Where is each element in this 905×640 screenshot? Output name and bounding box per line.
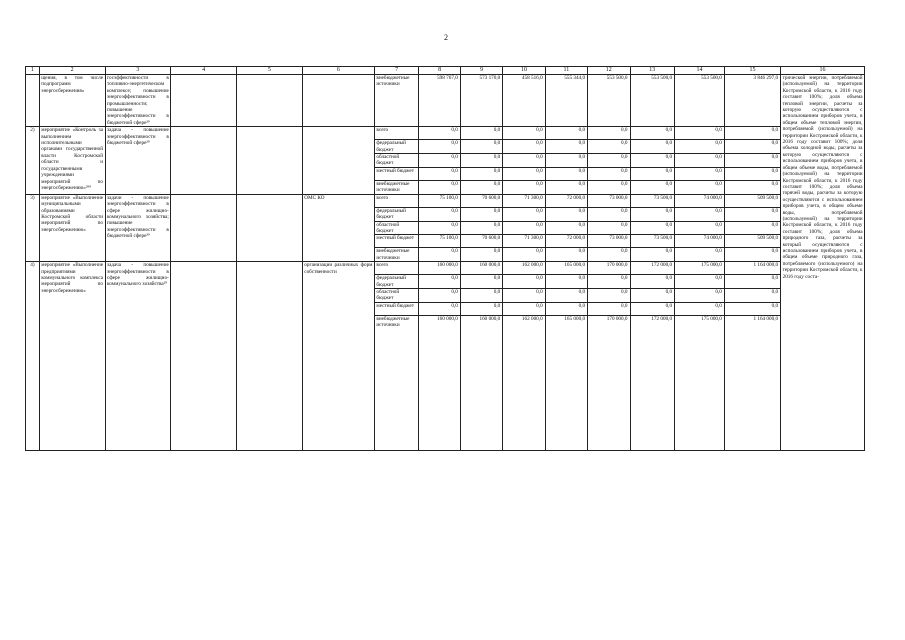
value-cell: 165 000,0 <box>545 262 587 275</box>
value-cell: 0,0 <box>503 302 545 315</box>
value-cell: 0,0 <box>460 248 502 262</box>
value-cell: 0,0 <box>588 167 630 180</box>
measure-name-cell: мероприятие «Контроль за выполнением исполнительными органами государственной власти Костромской области и государственными учреждениями мероприятий по энергосбережению»²⁹⁹ <box>39 127 105 194</box>
funding-source-cell: местный бюджет <box>374 302 419 315</box>
value-cell: 0,0 <box>460 154 502 168</box>
column-number-5: 5 <box>237 67 303 75</box>
column-number-12: 12 <box>588 67 630 75</box>
value-cell: 170 000,0 <box>588 262 630 275</box>
value-cell: 74 000,0 <box>675 235 725 248</box>
value-cell: 0,0 <box>545 180 587 194</box>
value-cell: 0,0 <box>724 275 780 289</box>
value-cell: 0,0 <box>588 302 630 315</box>
value-cell: 70 600,0 <box>460 235 502 248</box>
value-cell: 0,0 <box>503 127 545 140</box>
measure-number-cell: 3) <box>26 194 40 261</box>
funding-source-cell: областной бюджет <box>374 221 419 235</box>
value-cell: 160 000,0 <box>460 315 502 450</box>
value-cell: 0,0 <box>675 140 725 154</box>
value-cell: 0,0 <box>724 288 780 302</box>
funding-source-cell: федеральный бюджет <box>374 140 419 154</box>
column-number-16: 16 <box>781 67 865 75</box>
executor-cell <box>302 127 374 194</box>
value-cell: 0,0 <box>460 167 502 180</box>
funding-source-cell: областной бюджет <box>374 154 419 168</box>
executor-cell: организации различных форм собственности <box>302 262 374 451</box>
value-cell: 0,0 <box>545 288 587 302</box>
value-cell: 0,0 <box>724 302 780 315</box>
value-cell: 0,0 <box>503 248 545 262</box>
funding-source-cell: внебюджетные источники <box>374 75 419 127</box>
value-cell: 0,0 <box>503 288 545 302</box>
value-cell: 0,0 <box>545 167 587 180</box>
value-cell: 172 000,0 <box>630 262 675 275</box>
value-cell: 0,0 <box>545 127 587 140</box>
value-cell: 555 344,0 <box>545 75 587 127</box>
value-cell: 0,0 <box>630 127 675 140</box>
indicator-description-cell: трической энергии, потребляемой (используемой) на территории Костромской области, к 2016 году составит 100%; доля объема тепловой энергии, расчеты за которую осуществляются с использованием приборов учета, в общем объеме тепловой энергии, потребляемой (используемой) на территории Костромской области, к 2016 году составит 100%; доля объема холодной воды, расчеты за которую осуществляются с использованием приборов учета, в общем объеме воды, потребляемой (используемой) на территории Костромской области, к 2016 году составит 100%; доля объема горячей воды, расчеты за которую осуществляются с использованием приборов учета, в общем объеме воды, потребляемой (используемой) на территории Костромской области, к 2016 году составит 100%; доля объема природного газа, расчеты за который осуществляются с использованием приборов учета, в общем объеме природного газа, потребляемого (используемого) на территории Костромской области, к 2016 году соста- <box>781 75 865 451</box>
funding-source-cell: внебюджетные источники <box>374 315 419 450</box>
value-cell: 1 164 000,0 <box>724 262 780 275</box>
column-number-15: 15 <box>724 67 780 75</box>
task-cell: задача - повышение энергоэффективности в сфере жилищно-коммунального хозяйства²⁹ <box>105 262 171 451</box>
value-cell: 0,0 <box>588 207 630 221</box>
col4-cell <box>171 75 237 127</box>
value-cell: 175 000,0 <box>675 262 725 275</box>
value-cell: 0,0 <box>419 140 460 154</box>
value-cell: 0,0 <box>630 207 675 221</box>
value-cell: 0,0 <box>419 167 460 180</box>
value-cell: 0,0 <box>503 154 545 168</box>
value-cell: 0,0 <box>675 288 725 302</box>
value-cell: 0,0 <box>460 275 502 289</box>
table-row-continuation <box>26 75 865 127</box>
value-cell: 160 000,0 <box>419 315 460 450</box>
measure-number-cell: 4) <box>26 262 40 451</box>
value-cell: 160 000,0 <box>419 262 460 275</box>
value-cell: 0,0 <box>630 140 675 154</box>
value-cell: 0,0 <box>588 275 630 289</box>
value-cell: 0,0 <box>588 288 630 302</box>
measure-name-cell: мероприятие «Выполнение муниципальными образованиями Костромской области мероприятий по энергосбережению» <box>39 194 105 261</box>
value-cell: 172 000,0 <box>630 315 675 450</box>
value-cell: 0,0 <box>545 302 587 315</box>
value-cell: 0,0 <box>545 221 587 235</box>
measure-name-cell: мероприятие «Выполнение предприятиями коммунального комплекса мероприятий по энергосбережению» <box>39 262 105 451</box>
col4-cell <box>171 262 237 451</box>
value-cell: 0,0 <box>419 248 460 262</box>
value-cell: 0,0 <box>630 275 675 289</box>
value-cell: 165 000,0 <box>545 315 587 450</box>
column-number-7: 7 <box>374 67 419 75</box>
value-cell: 0,0 <box>630 288 675 302</box>
value-cell: 0,0 <box>724 248 780 262</box>
value-cell: 0,0 <box>675 207 725 221</box>
column-number-4: 4 <box>171 67 237 75</box>
value-cell: 0,0 <box>460 288 502 302</box>
value-cell: 0,0 <box>630 154 675 168</box>
task-cell: госэффективности в топливно-энергетическом комплексе; повышение энергоэффективности в промышленности; повышение энергоэффективности в бюджетной сфере²⁹ <box>107 75 169 126</box>
value-cell: 0,0 <box>460 140 502 154</box>
value-cell: 0,0 <box>545 207 587 221</box>
column-number-1: 1 <box>26 67 40 75</box>
funding-source-cell: внебюджетные источники <box>374 248 419 262</box>
funding-source-cell: внебюджетные источники <box>374 180 419 194</box>
value-cell: 0,0 <box>460 207 502 221</box>
funding-source-cell: местный бюджет <box>374 235 419 248</box>
value-cell: 0,0 <box>724 167 780 180</box>
value-cell: 73 000,0 <box>588 194 630 207</box>
value-cell: 0,0 <box>675 221 725 235</box>
value-cell: 71 300,0 <box>503 194 545 207</box>
value-cell: 0,0 <box>724 127 780 140</box>
value-cell: 170 000,0 <box>588 315 630 450</box>
value-cell: 0,0 <box>419 180 460 194</box>
column-number-13: 13 <box>630 67 675 75</box>
value-cell: 0,0 <box>675 180 725 194</box>
value-cell: 73 000,0 <box>588 235 630 248</box>
column-number-6: 6 <box>302 67 374 75</box>
value-cell: 72 000,0 <box>545 194 587 207</box>
funding-source-cell: местный бюджет <box>374 167 419 180</box>
funding-source-cell: всего <box>374 194 419 207</box>
value-cell: 162 000,0 <box>503 315 545 450</box>
col5-cell <box>237 127 303 194</box>
value-cell: 0,0 <box>675 275 725 289</box>
value-cell: 73 500,0 <box>630 194 675 207</box>
table-row <box>26 127 865 140</box>
measure-name-cell: щения, в том числе подпрограмм энергосбережения» <box>39 75 105 127</box>
value-cell: 0,0 <box>419 288 460 302</box>
executor-cell: ОМС КО <box>302 194 374 261</box>
value-cell: 0,0 <box>460 221 502 235</box>
value-cell: 0,0 <box>419 154 460 168</box>
value-cell: 458 516,0 <box>503 75 545 127</box>
value-cell: 74 000,0 <box>675 194 725 207</box>
page-number: 2 <box>444 33 448 42</box>
col5-cell <box>237 75 303 127</box>
value-cell: 0,0 <box>630 180 675 194</box>
funding-source-cell: федеральный бюджет <box>374 275 419 289</box>
value-cell: 0,0 <box>588 127 630 140</box>
value-cell: 0,0 <box>675 154 725 168</box>
funding-source-cell: областной бюджет <box>374 288 419 302</box>
col4-cell <box>171 127 237 194</box>
value-cell: 0,0 <box>503 180 545 194</box>
value-cell: 0,0 <box>588 221 630 235</box>
table-row <box>26 194 865 207</box>
value-cell: 0,0 <box>419 302 460 315</box>
value-cell: 75 100,0 <box>419 194 460 207</box>
value-cell: 0,0 <box>630 167 675 180</box>
value-cell: 0,0 <box>545 154 587 168</box>
task-cell: задачи - повышение энергоэффективности в сфере жилищно-коммунального хозяйства; повышение энергоэффективности в бюджетной сфере²⁹ <box>105 194 171 261</box>
value-cell: 0,0 <box>545 275 587 289</box>
value-cell: 70 600,0 <box>460 194 502 207</box>
column-number-11: 11 <box>545 67 587 75</box>
value-cell: 0,0 <box>419 221 460 235</box>
value-cell: 75 100,0 <box>419 235 460 248</box>
task-cell: задача - повышение энергоэффективности в бюджетной сфере²⁹ <box>105 127 171 194</box>
column-number-8: 8 <box>419 67 460 75</box>
value-cell: 0,0 <box>675 127 725 140</box>
value-cell: 0,0 <box>460 302 502 315</box>
value-cell: 175 000,0 <box>675 315 725 450</box>
value-cell: 0,0 <box>588 180 630 194</box>
funding-source-cell: всего <box>374 262 419 275</box>
value-cell: 0,0 <box>419 275 460 289</box>
value-cell: 0,0 <box>503 275 545 289</box>
value-cell: 0,0 <box>460 127 502 140</box>
value-cell: 0,0 <box>675 167 725 180</box>
column-number-14: 14 <box>675 67 725 75</box>
value-cell: 0,0 <box>675 248 725 262</box>
value-cell: 0,0 <box>503 207 545 221</box>
col5-cell <box>237 262 303 451</box>
col4-cell <box>171 194 237 261</box>
value-cell: 0,0 <box>630 302 675 315</box>
column-number-9: 9 <box>460 67 502 75</box>
value-cell: 0,0 <box>460 180 502 194</box>
value-cell: 0,0 <box>503 221 545 235</box>
value-cell: 0,0 <box>545 248 587 262</box>
program-table <box>25 66 865 451</box>
value-cell: 73 500,0 <box>630 235 675 248</box>
value-cell: 0,0 <box>588 154 630 168</box>
measure-number-cell <box>26 75 40 127</box>
measure-number-cell: 2) <box>26 127 40 194</box>
value-cell: 0,0 <box>630 221 675 235</box>
value-cell: 0,0 <box>419 207 460 221</box>
funding-source-cell: федеральный бюджет <box>374 207 419 221</box>
funding-source-cell: всего <box>374 127 419 140</box>
executor-cell <box>302 75 374 127</box>
value-cell: 72 000,0 <box>545 235 587 248</box>
value-cell: 0,0 <box>503 140 545 154</box>
value-cell: 0,0 <box>588 248 630 262</box>
value-cell: 0,0 <box>675 302 725 315</box>
column-number-row <box>26 67 865 75</box>
value-cell: 553 500,0 <box>630 75 675 127</box>
value-cell: 71 300,0 <box>503 235 545 248</box>
value-cell: 1 164 000,0 <box>724 315 780 450</box>
value-cell: 0,0 <box>588 140 630 154</box>
table-row <box>26 262 865 275</box>
value-cell: 3 846 297,0 <box>724 75 780 127</box>
value-cell: 0,0 <box>545 140 587 154</box>
value-cell: 509 500,0 <box>724 235 780 248</box>
value-cell: 509 500,0 <box>724 194 780 207</box>
column-number-10: 10 <box>503 67 545 75</box>
value-cell: 598 767,0 <box>419 75 460 127</box>
value-cell: 0,0 <box>503 167 545 180</box>
value-cell: 0,0 <box>630 248 675 262</box>
value-cell: 162 000,0 <box>503 262 545 275</box>
value-cell: 553 500,0 <box>588 75 630 127</box>
value-cell: 573 170,0 <box>460 75 502 127</box>
value-cell: 0,0 <box>724 207 780 221</box>
col5-cell <box>237 194 303 261</box>
value-cell: 0,0 <box>724 180 780 194</box>
column-number-3: 3 <box>105 67 171 75</box>
value-cell: 0,0 <box>724 140 780 154</box>
value-cell: 0,0 <box>724 154 780 168</box>
value-cell: 160 000,0 <box>460 262 502 275</box>
value-cell: 553 500,0 <box>675 75 725 127</box>
column-number-2: 2 <box>39 67 105 75</box>
value-cell: 0,0 <box>419 127 460 140</box>
value-cell: 0,0 <box>724 221 780 235</box>
